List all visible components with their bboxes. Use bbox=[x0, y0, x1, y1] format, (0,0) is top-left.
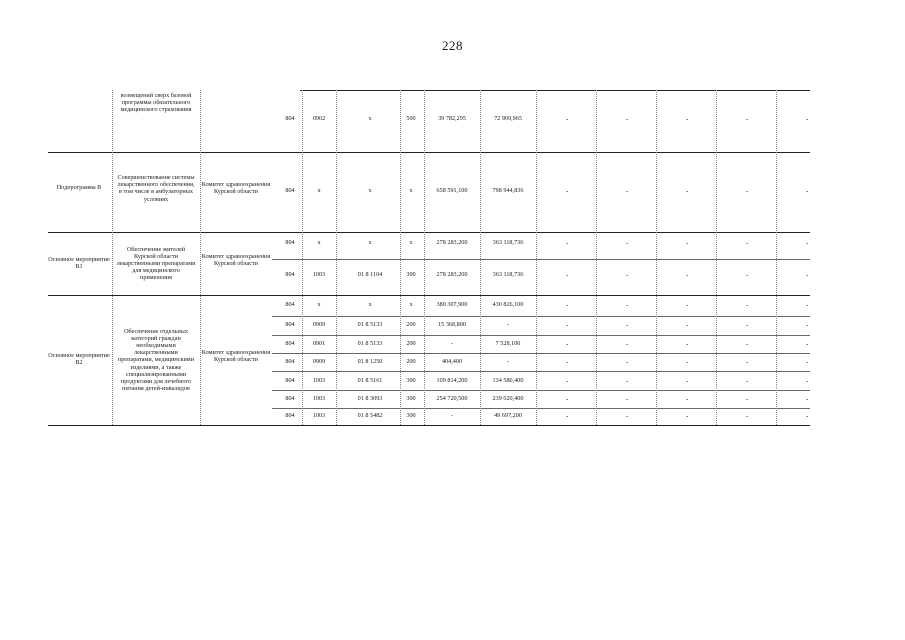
empty-cell: - bbox=[806, 187, 809, 195]
empty-cell: - bbox=[806, 340, 809, 348]
cell-rzpr: 1003 bbox=[312, 377, 326, 384]
row-name: Основное мероприятие В1 bbox=[48, 255, 110, 270]
empty-cell: - bbox=[746, 115, 749, 123]
cell-rzpr: х bbox=[317, 187, 321, 194]
empty-cell: - bbox=[746, 301, 749, 309]
cell-grbs: 804 bbox=[285, 187, 295, 194]
cell-y2015: 7 528,100 bbox=[495, 340, 521, 347]
row-executor: Комитет здравоохранения Курской области bbox=[201, 181, 271, 196]
empty-cell: - bbox=[806, 377, 809, 385]
cell-rzpr: 0909 bbox=[312, 358, 326, 365]
empty-cell: - bbox=[626, 239, 629, 247]
cell-y2014: 404,400 bbox=[441, 358, 463, 365]
subrow-border bbox=[272, 371, 810, 372]
cell-vr: х bbox=[409, 187, 413, 194]
row-border bbox=[48, 232, 810, 233]
subrow-border bbox=[272, 408, 810, 409]
cell-grbs: 804 bbox=[285, 377, 295, 384]
empty-cell: - bbox=[746, 321, 749, 329]
row-border bbox=[48, 152, 810, 153]
cell-rzpr: х bbox=[317, 239, 321, 246]
subrow-border bbox=[272, 353, 810, 354]
empty-cell: - bbox=[626, 377, 629, 385]
empty-cell: - bbox=[626, 395, 629, 403]
cell-rzpr: х bbox=[317, 301, 321, 308]
cell-y2014: 278 283,200 bbox=[436, 271, 468, 278]
cell-y2014: - bbox=[450, 412, 454, 419]
empty-cell: - bbox=[566, 115, 569, 123]
empty-cell: - bbox=[566, 301, 569, 309]
cell-grbs: 804 bbox=[285, 395, 295, 402]
empty-cell: - bbox=[626, 271, 629, 279]
empty-cell: - bbox=[686, 115, 689, 123]
cell-csr: х bbox=[368, 239, 372, 246]
empty-cell: - bbox=[626, 115, 629, 123]
empty-cell: - bbox=[566, 395, 569, 403]
cell-rzpr: 1003 bbox=[312, 395, 326, 402]
cell-y2014: - bbox=[450, 340, 454, 347]
cell-grbs: 804 bbox=[285, 358, 295, 365]
empty-cell: - bbox=[686, 412, 689, 420]
cell-vr: х bbox=[409, 239, 413, 246]
empty-cell: - bbox=[746, 340, 749, 348]
column-divider bbox=[400, 90, 401, 425]
cell-y2015: 430 826,100 bbox=[492, 301, 524, 308]
row-executor: Комитет здравоохранения Курской области bbox=[201, 252, 271, 267]
cell-y2015: - bbox=[506, 358, 510, 365]
empty-cell: - bbox=[686, 271, 689, 279]
empty-cell: - bbox=[746, 239, 749, 247]
cell-csr: 01 8 1104 bbox=[357, 271, 383, 278]
row-description: Совершенствование системы лекарственного обеспечения, в том числе в амбулаторных условиях bbox=[117, 174, 195, 203]
top-border bbox=[300, 90, 810, 91]
empty-cell: - bbox=[686, 321, 689, 329]
cell-csr: х bbox=[368, 301, 372, 308]
cell-csr: х bbox=[368, 187, 372, 194]
empty-cell: - bbox=[806, 321, 809, 329]
row-name: Основное мероприятие В2 bbox=[48, 352, 110, 367]
empty-cell: - bbox=[566, 239, 569, 247]
cell-grbs: 804 bbox=[285, 412, 295, 419]
column-divider bbox=[112, 90, 113, 425]
row-border bbox=[48, 295, 810, 296]
cell-vr: х bbox=[409, 301, 413, 308]
empty-cell: - bbox=[806, 271, 809, 279]
cell-y2015: - bbox=[506, 321, 510, 328]
empty-cell: - bbox=[806, 358, 809, 366]
cell-grbs: 804 bbox=[285, 115, 295, 122]
cell-csr: 01 8 5133 bbox=[357, 321, 383, 328]
cell-vr: 300 bbox=[406, 395, 416, 402]
cell-y2015: 239 020,400 bbox=[492, 395, 524, 402]
cell-y2014: 109 814,200 bbox=[436, 377, 468, 384]
cell-rzpr: 1003 bbox=[312, 412, 326, 419]
cell-csr: 01 8 1250 bbox=[357, 358, 383, 365]
cell-vr: 200 bbox=[406, 340, 416, 347]
cell-y2015: 363 118,736 bbox=[492, 239, 524, 246]
cell-grbs: 804 bbox=[285, 239, 295, 246]
empty-cell: - bbox=[686, 301, 689, 309]
cell-y2014: 39 782,295 bbox=[438, 115, 466, 122]
empty-cell: - bbox=[806, 115, 809, 123]
cell-rzpr: 0909 bbox=[312, 321, 326, 328]
empty-cell: - bbox=[686, 395, 689, 403]
cell-y2015: 134 580,400 bbox=[492, 377, 524, 384]
cell-y2014: 254 720,500 bbox=[436, 395, 468, 402]
empty-cell: - bbox=[806, 301, 809, 309]
column-divider bbox=[424, 90, 425, 425]
cell-vr: 200 bbox=[406, 321, 416, 328]
row-executor: Комитет здравоохранения Курской области bbox=[201, 349, 271, 364]
empty-cell: - bbox=[566, 321, 569, 329]
subrow-border bbox=[272, 259, 810, 260]
empty-cell: - bbox=[686, 239, 689, 247]
empty-cell: - bbox=[746, 412, 749, 420]
cell-rzpr: 0901 bbox=[312, 340, 326, 347]
row-name: Подпрограмма В bbox=[56, 184, 102, 191]
empty-cell: - bbox=[626, 412, 629, 420]
column-divider bbox=[656, 90, 657, 425]
empty-cell: - bbox=[566, 271, 569, 279]
empty-cell: - bbox=[566, 187, 569, 195]
cell-y2014: 658 591,100 bbox=[436, 187, 468, 194]
empty-cell: - bbox=[626, 321, 629, 329]
empty-cell: - bbox=[626, 301, 629, 309]
cell-csr: 01 8 3093 bbox=[357, 395, 383, 402]
row-description: возмещений сверх базовой программы обязательного медицинского страхования bbox=[120, 92, 192, 114]
cell-y2015: 798 944,836 bbox=[492, 187, 524, 194]
subrow-border bbox=[272, 335, 810, 336]
column-divider bbox=[536, 90, 537, 425]
cell-y2015: 363 118,736 bbox=[492, 271, 524, 278]
empty-cell: - bbox=[806, 395, 809, 403]
subrow-border bbox=[272, 316, 810, 317]
column-divider bbox=[716, 90, 717, 425]
empty-cell: - bbox=[626, 358, 629, 366]
empty-cell: - bbox=[686, 377, 689, 385]
empty-cell: - bbox=[746, 358, 749, 366]
cell-vr: 200 bbox=[406, 358, 416, 365]
empty-cell: - bbox=[686, 358, 689, 366]
cell-y2015: 72 909,965 bbox=[494, 115, 522, 122]
cell-y2014: 15 368,800 bbox=[438, 321, 466, 328]
row-description: Обеспечение отдельных категорий граждан необходимыми лекарственными препаратами, медицинскими изделиями, а также специализированными продуктами для лечебного питания детей-инвалидов bbox=[118, 327, 194, 393]
cell-vr: 300 bbox=[406, 412, 416, 419]
cell-vr: 500 bbox=[406, 115, 416, 122]
column-divider bbox=[776, 90, 777, 425]
empty-cell: - bbox=[566, 358, 569, 366]
empty-cell: - bbox=[746, 271, 749, 279]
cell-grbs: 804 bbox=[285, 301, 295, 308]
row-border bbox=[48, 425, 810, 426]
column-divider bbox=[302, 90, 303, 425]
cell-csr: 01 8 5133 bbox=[357, 340, 383, 347]
cell-grbs: 804 bbox=[285, 321, 295, 328]
empty-cell: - bbox=[806, 239, 809, 247]
cell-rzpr: 0902 bbox=[312, 115, 326, 122]
empty-cell: - bbox=[626, 340, 629, 348]
page-number: 228 bbox=[442, 38, 463, 53]
empty-cell: - bbox=[686, 340, 689, 348]
empty-cell: - bbox=[686, 187, 689, 195]
empty-cell: - bbox=[566, 340, 569, 348]
empty-cell: - bbox=[806, 412, 809, 420]
empty-cell: - bbox=[746, 395, 749, 403]
cell-rzpr: 1003 bbox=[312, 271, 326, 278]
cell-csr: х bbox=[368, 115, 372, 122]
cell-csr: 01 8 5161 bbox=[357, 377, 383, 384]
empty-cell: - bbox=[626, 187, 629, 195]
cell-grbs: 804 bbox=[285, 340, 295, 347]
column-divider bbox=[336, 90, 337, 425]
empty-cell: - bbox=[746, 187, 749, 195]
empty-cell: - bbox=[566, 377, 569, 385]
cell-csr: 01 8 5482 bbox=[357, 412, 383, 419]
row-description: Обеспечение жителей Курской области лекарственными препаратами для медицинского применения bbox=[116, 245, 196, 282]
subrow-border bbox=[272, 390, 810, 391]
cell-vr: 300 bbox=[406, 377, 416, 384]
cell-grbs: 804 bbox=[285, 271, 295, 278]
cell-y2014: 380 307,900 bbox=[436, 301, 468, 308]
cell-vr: 300 bbox=[406, 271, 416, 278]
column-divider bbox=[596, 90, 597, 425]
empty-cell: - bbox=[746, 377, 749, 385]
empty-cell: - bbox=[566, 412, 569, 420]
cell-y2014: 278 283,200 bbox=[436, 239, 468, 246]
column-divider bbox=[480, 90, 481, 425]
cell-y2015: 49 697,200 bbox=[494, 412, 522, 419]
